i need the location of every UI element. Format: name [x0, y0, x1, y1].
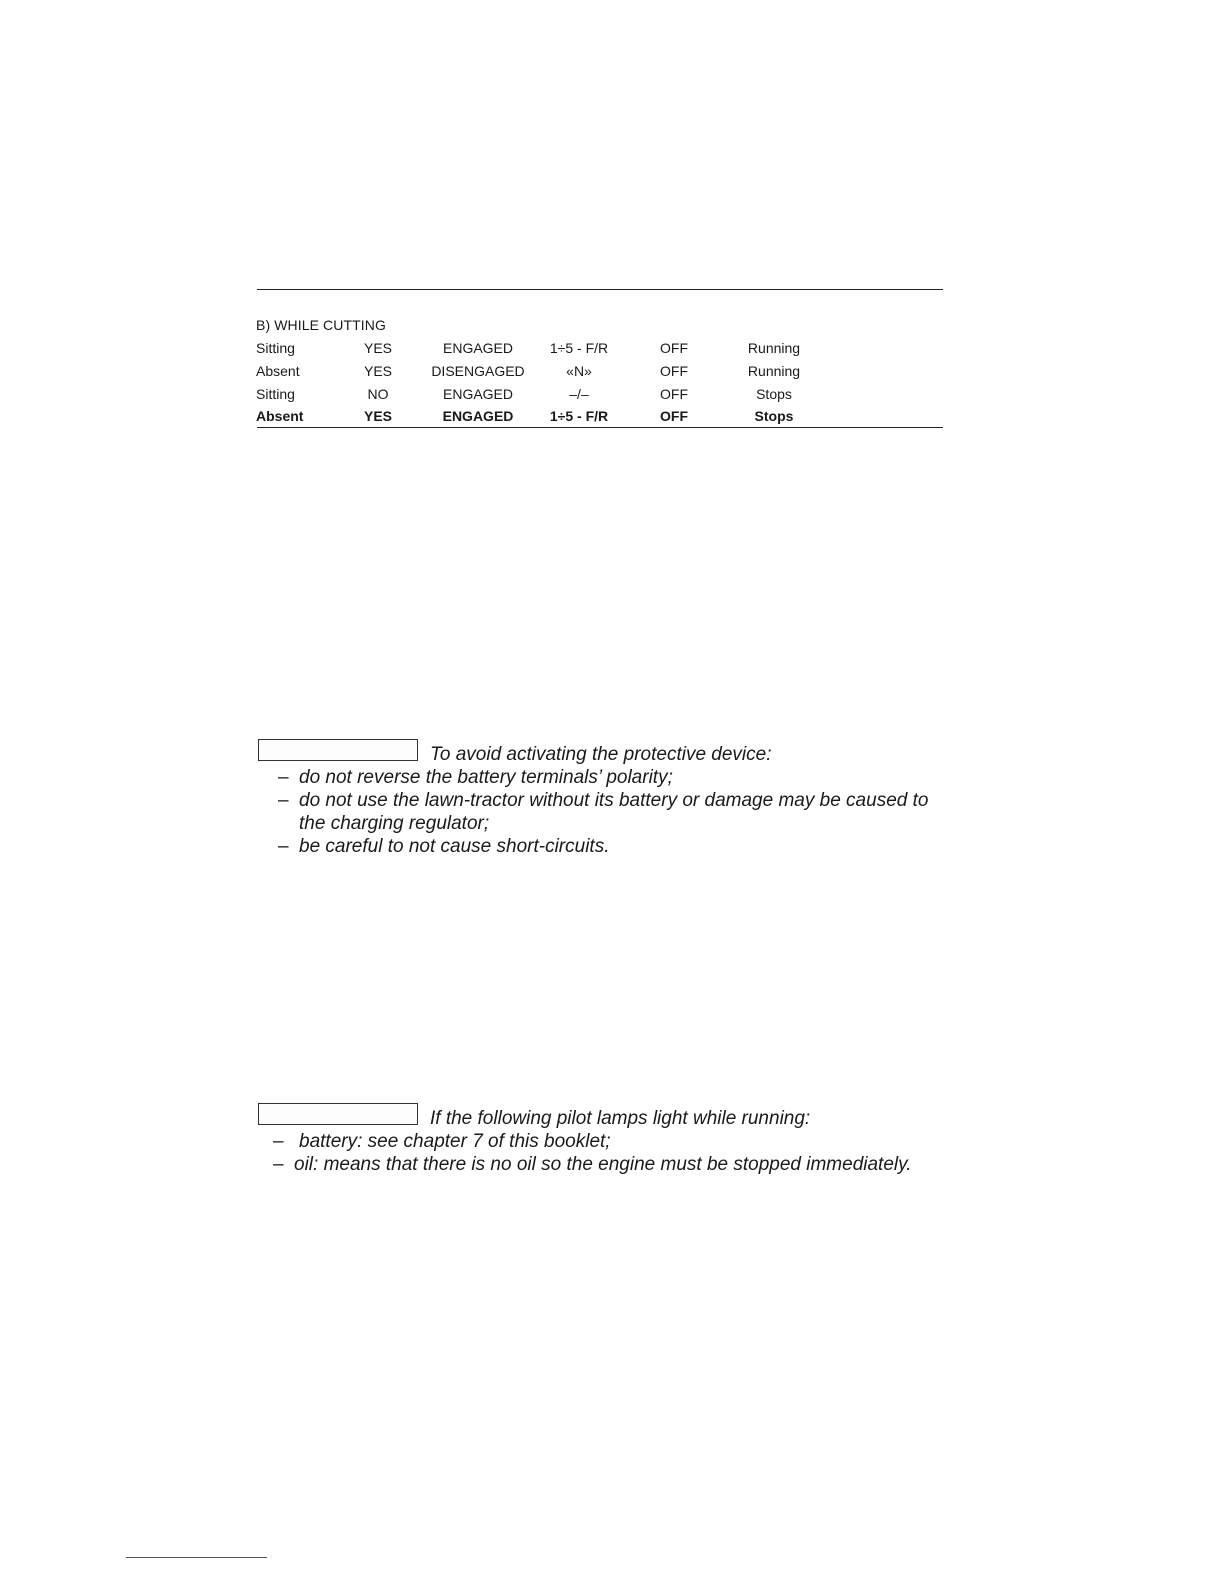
blade-cell: NO [367, 386, 389, 402]
note-item: do not use the lawn-tractor without its battery or damage may be caused to [299, 790, 929, 811]
blade-cell: YES [363, 340, 393, 356]
gear-cell: –/– [569, 386, 589, 402]
engine-cell: Running [747, 340, 801, 356]
gear-cell: 1÷5 - F/R [549, 408, 609, 424]
operator-cell: Sitting [256, 386, 295, 402]
note-intro: If the following pilot lamps light while running: [430, 1108, 811, 1129]
table-bottom-rule [257, 427, 943, 428]
engine-cell: Running [747, 363, 801, 379]
dash-marker: – [278, 790, 289, 811]
note-item-continuation: the charging regulator; [299, 813, 490, 834]
blade-cell: YES [363, 363, 393, 379]
note-item: oil: means that there is no oil so the engine must be stopped immediately. [294, 1154, 912, 1175]
gear-cell: 1÷5 - F/R [549, 340, 609, 356]
dash-marker: – [278, 836, 289, 857]
table-row [0, 340, 1224, 360]
note-box [258, 1103, 418, 1125]
engine-cell: Stops [754, 408, 794, 424]
note-item: battery: see chapter 7 of this booklet; [299, 1131, 611, 1152]
dash-marker: – [273, 1131, 284, 1152]
table-top-rule [257, 289, 943, 290]
operator-cell: Absent [256, 363, 300, 379]
note-box [258, 739, 418, 761]
dash-marker: – [278, 767, 289, 788]
table-row [0, 363, 1224, 383]
clutch-cell: DISENGAGED [431, 363, 525, 379]
switch-cell: OFF [660, 363, 688, 379]
operator-cell: Absent [256, 408, 304, 424]
dash-marker: – [273, 1154, 284, 1175]
table-row [0, 408, 1224, 428]
table-row [0, 386, 1224, 406]
note-intro: To avoid activating the protective device: [430, 744, 772, 765]
operator-cell: Sitting [256, 340, 295, 356]
gear-cell: «N» [566, 363, 592, 379]
switch-cell: OFF [660, 386, 688, 402]
clutch-cell: ENGAGED [442, 408, 514, 424]
note-item: be careful to not cause short-circuits. [299, 836, 610, 857]
switch-cell: OFF [660, 408, 688, 424]
clutch-cell: ENGAGED [442, 340, 514, 356]
blade-cell: YES [363, 408, 393, 424]
switch-cell: OFF [660, 340, 688, 356]
section-title: B) WHILE CUTTING [256, 317, 386, 333]
engine-cell: Stops [756, 386, 792, 402]
clutch-cell: ENGAGED [442, 386, 514, 402]
note-item: do not reverse the battery terminals’ polarity; [299, 767, 673, 788]
footer-link-line [126, 1557, 267, 1558]
